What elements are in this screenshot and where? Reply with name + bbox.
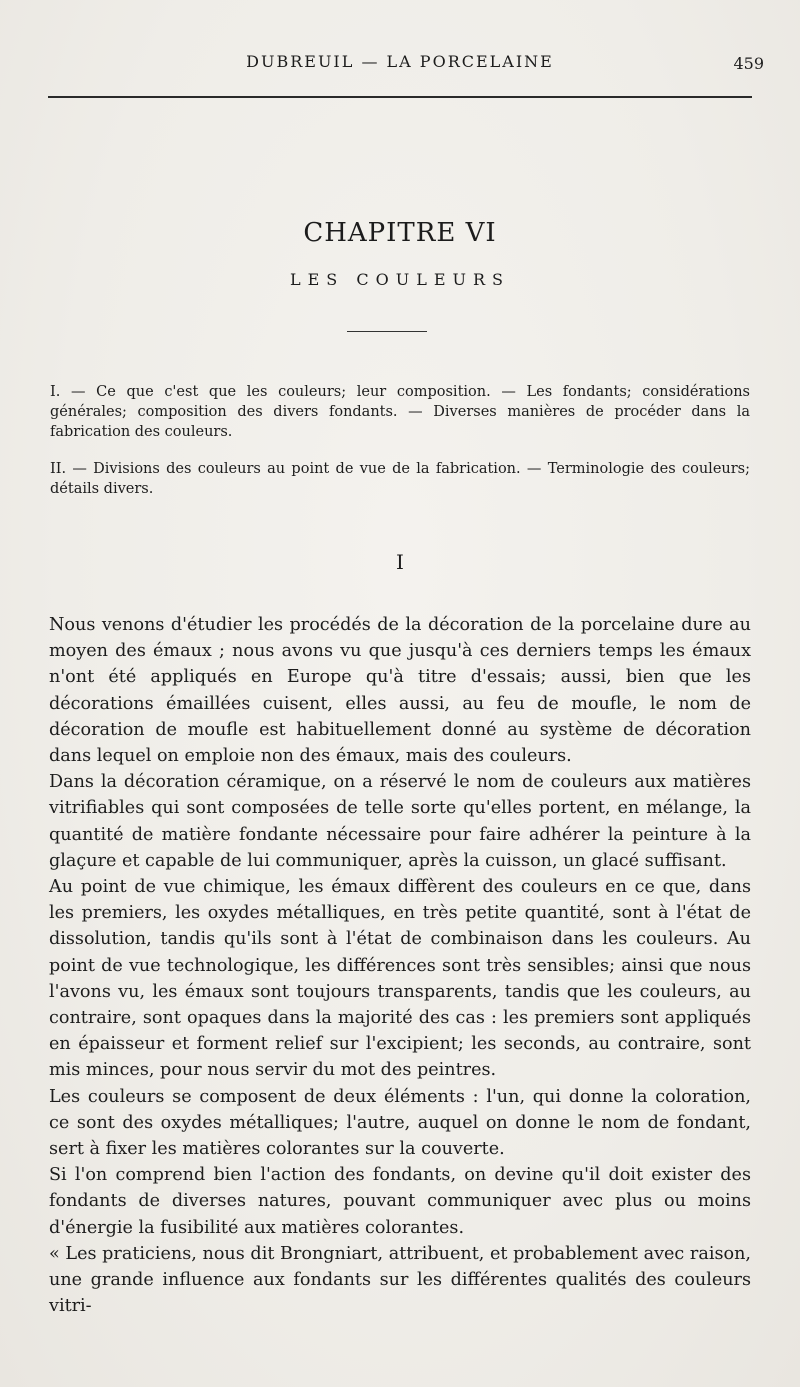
paragraph: Dans la décoration céramique, on a réservé le nom de couleurs aux matières vitrifiables qui sont composées de telle sorte qu'elles portent, en mélange, la quantité de matière fondante nécessaire pour faire adhérer la peinture à la glaçure et capable de lui communiquer, après la cuisson, un glacé suffisant. [49,772,751,871]
paragraph: Si l'on comprend bien l'action des fondants, on devine qu'il doit exister des fondants de diverses natures, pouvant communiquer avec plus ou moins d'énergie la fusibilité aux matières colorantes. [49,1165,751,1238]
paragraph: Au point de vue chimique, les émaux diffèrent des couleurs en ce que, dans les premiers, les oxydes métalliques, en très petite quantité, sont à l'état de dissolution, tandis qu'ils sont à l'état de combinaison dans les couleurs. Au point de vue technologique, les différences sont très sensibles; ainsi que nous l'avons vu, les émaux sont toujours transparents, tandis que les couleurs, au contraire, sont opaques dans la majorité des cas : les premiers sont appliqués en épaisseur et forment relief sur l'excipient; les seconds, au contraire, sont mis minces, pour nous servir du mot des peintres. [49,877,751,1081]
chapter-summary-part-2: II. — Divisions des couleurs au point de vue de la fabrication. — Terminologie des couleurs; détails divers. [50,461,750,497]
header-rule [48,96,752,98]
paragraph: « Les praticiens, nous dit Brongniart, attribuent, et probablement avec raison, une grande influence aux fondants sur les différentes qualités des couleurs vitri- [49,1243,751,1317]
running-header [0,52,800,76]
section-numeral: I [396,550,404,574]
chapter-title: CHAPITRE VI [303,218,497,248]
page-number: 459 [733,54,764,73]
chapter-subtitle: LES COULEURS [290,270,510,289]
body-text [49,612,751,1319]
chapter-divider [347,331,427,332]
paragraph: Les couleurs se composent de deux éléments : l'un, qui donne la coloration, ce sont des oxydes métalliques; l'autre, auquel on donne le nom de fondant, sert à fixer les matières colorantes sur la couverte. [49,1086,751,1160]
paragraph: Nous venons d'étudier les procédés de la décoration de la porcelaine dure au moyen des émaux ; nous avons vu que jusqu'à ces derniers temps les émaux n'ont été appliqués en Europe qu'à titre d'essais; aussi, bien que les décorations émaillées cuisent, elles aussi, au feu de moufle, le nom de décoration de moufle est habituellement donné au système de décoration dans lequel on emploie non des émaux, mais des couleurs. [49,615,751,767]
running-title: DUBREUIL — LA PORCELAINE [246,52,554,71]
chapter-summary-part-1: I. — Ce que c'est que les couleurs; leur composition. — Les fondants; considérations générales; composition des divers fondants. — Diverses manières de procéder dans la fabrication des couleurs. [50,384,750,440]
